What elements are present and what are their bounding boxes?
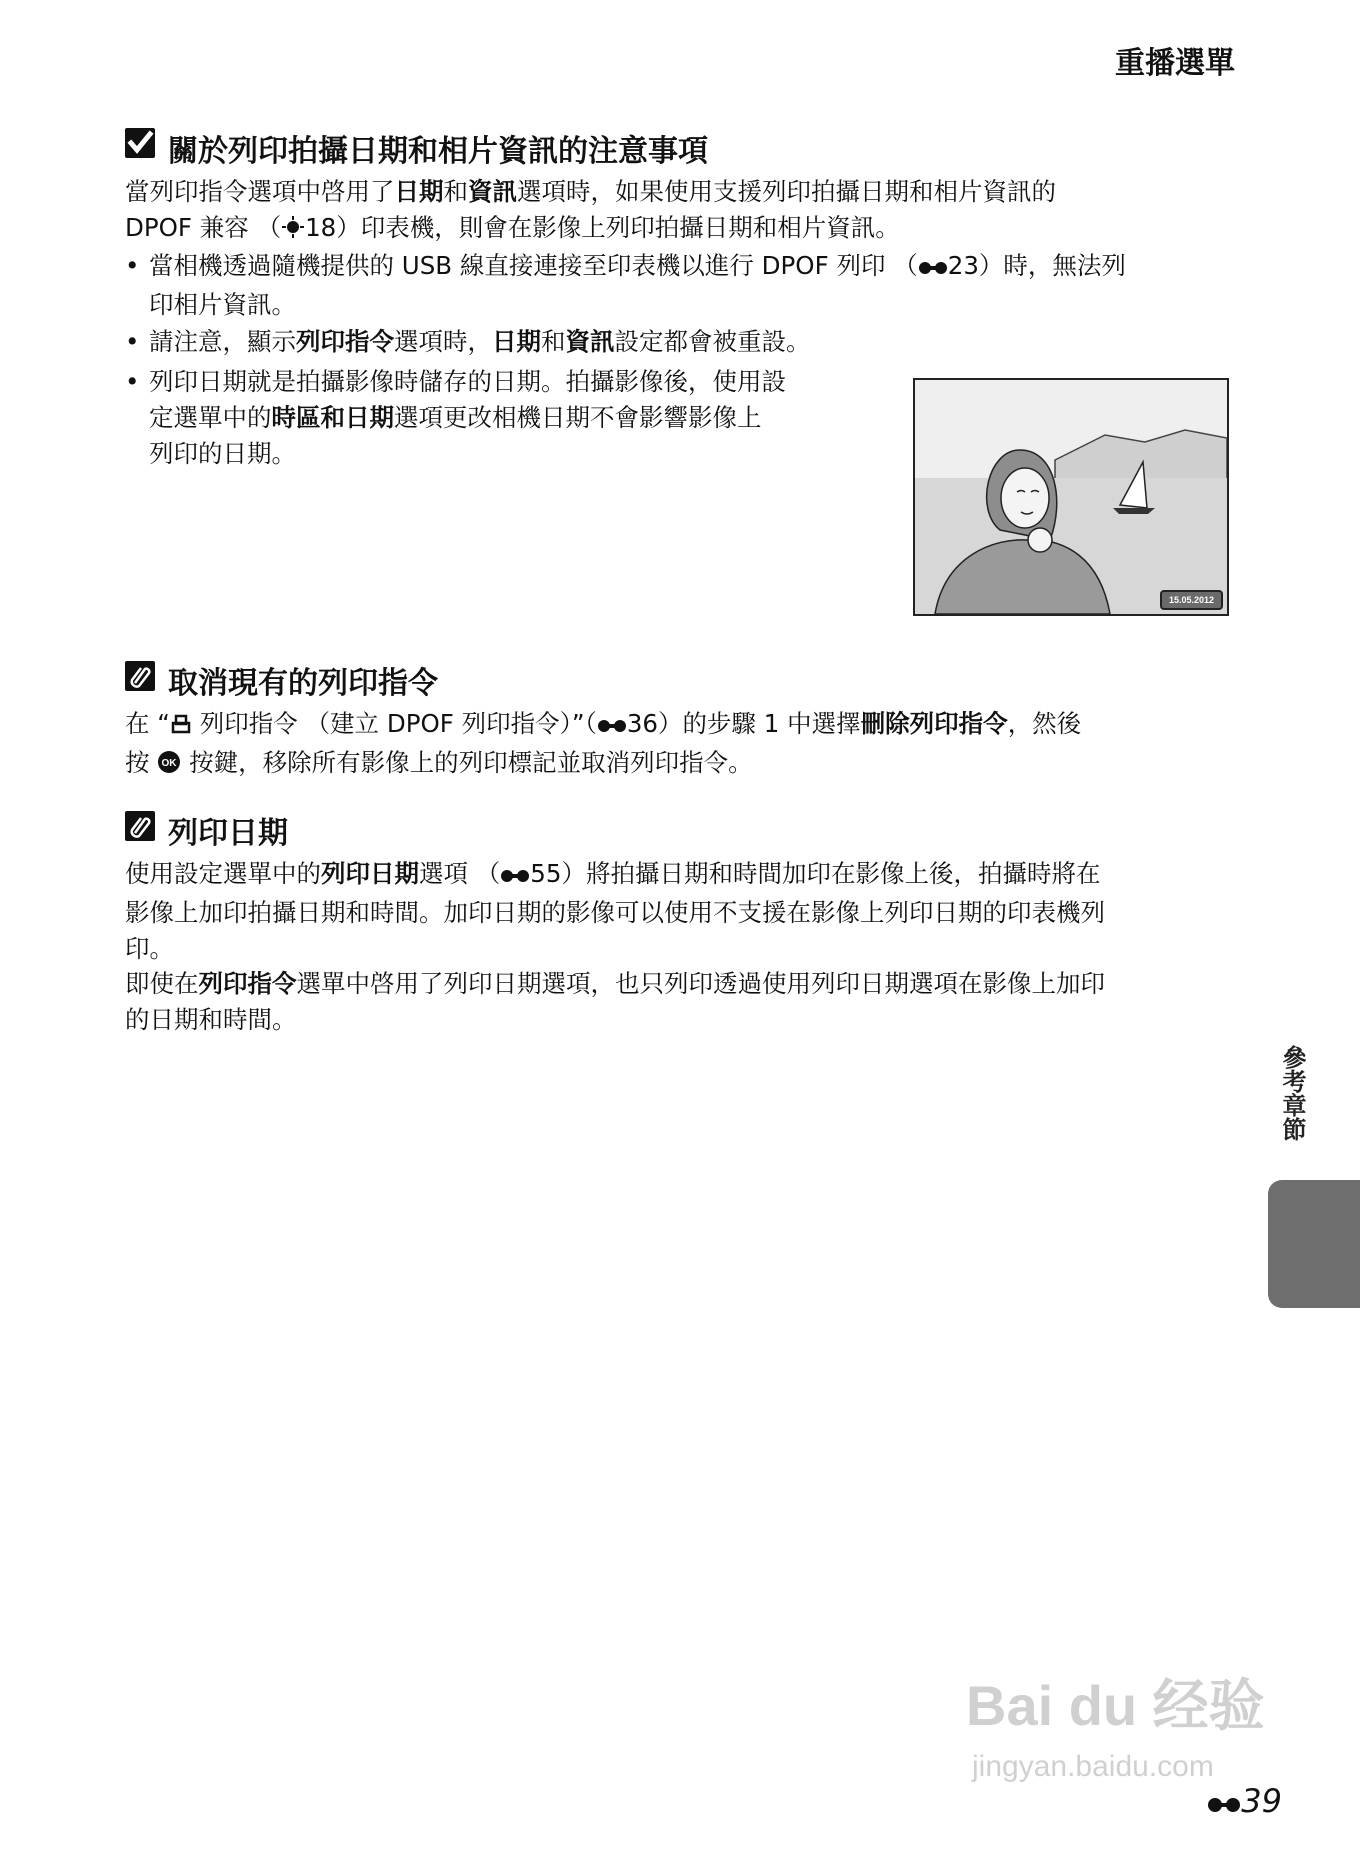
checkmark-icon: [125, 128, 155, 158]
note-icon: [125, 661, 155, 691]
reference-link-icon: [1207, 1785, 1241, 1823]
list-item: • 當相機透過隨機提供的 USB 線直接連接至印表機以進行 DPOF 列印 （ 23）時，無法列 印相片資訊。: [125, 251, 1126, 319]
print-order-icon: [170, 709, 192, 745]
side-chapter-label: 參考章節: [1278, 1045, 1306, 1141]
page-header-title: 重播選單: [1115, 46, 1235, 81]
reference-link-icon: [597, 709, 627, 745]
section-title-date-info-notes: 關於列印拍攝日期和相片資訊的注意事項: [168, 134, 708, 169]
svg-text:OK: OK: [161, 758, 177, 769]
watermark-logo: Bai du 经验: [966, 1674, 1265, 1737]
date-imprint: 15.05.2012: [1160, 590, 1223, 610]
reference-link-icon: [918, 251, 948, 287]
section2-body: 在 “ 列印指令 （建立 DPOF 列印指令）”（ 36）的步驟 1 中選擇刪除列印指令，然後 按 OK 按鍵，移除所有影像上的列印標記並取消列印指令。: [125, 706, 1237, 784]
note-icon: [125, 811, 155, 841]
help-star-icon: [281, 213, 305, 249]
page-number: 39: [1207, 1782, 1282, 1823]
ok-button-icon: [157, 748, 181, 784]
sample-print-photo: [913, 378, 1229, 616]
section3-paragraph-2: 即使在列印指令選單中啓用了列印日期選項，也只列印透過使用列印日期選項在影像上加印 的日期和時間。: [125, 969, 1105, 1034]
list-item: • 請注意，顯示列印指令選項時，日期和資訊設定都會被重設。: [125, 327, 811, 356]
reference-link-icon: [500, 859, 530, 895]
list-item: • 列印日期就是拍攝影像時儲存的日期。拍攝影像後，使用設 定選單中的時區和日期選項更改相機日期不會影響影像上 列印的日期。: [125, 367, 786, 468]
section3-paragraph-1: 使用設定選單中的列印日期選項 （ 55）將拍攝日期和時間加印在影像上後，拍攝時將在 影像上加印拍攝日期和時間。加印日期的影像可以使用不支援在影像上列印日期的印表機列 印。: [125, 859, 1105, 963]
section-title-print-date: 列印日期: [168, 816, 288, 851]
section-title-cancel-print-order: 取消現有的列印指令: [168, 666, 438, 701]
watermark-url: jingyan.baidu.com: [972, 1750, 1214, 1783]
section1-intro: 當列印指令選項中啓用了日期和資訊選項時，如果使用支援列印拍攝日期和相片資訊的 DPOF 兼容 （ 18）印表機，則會在影像上列印拍攝日期和相片資訊。: [125, 174, 1237, 249]
side-chapter-tab: [1268, 1180, 1360, 1308]
